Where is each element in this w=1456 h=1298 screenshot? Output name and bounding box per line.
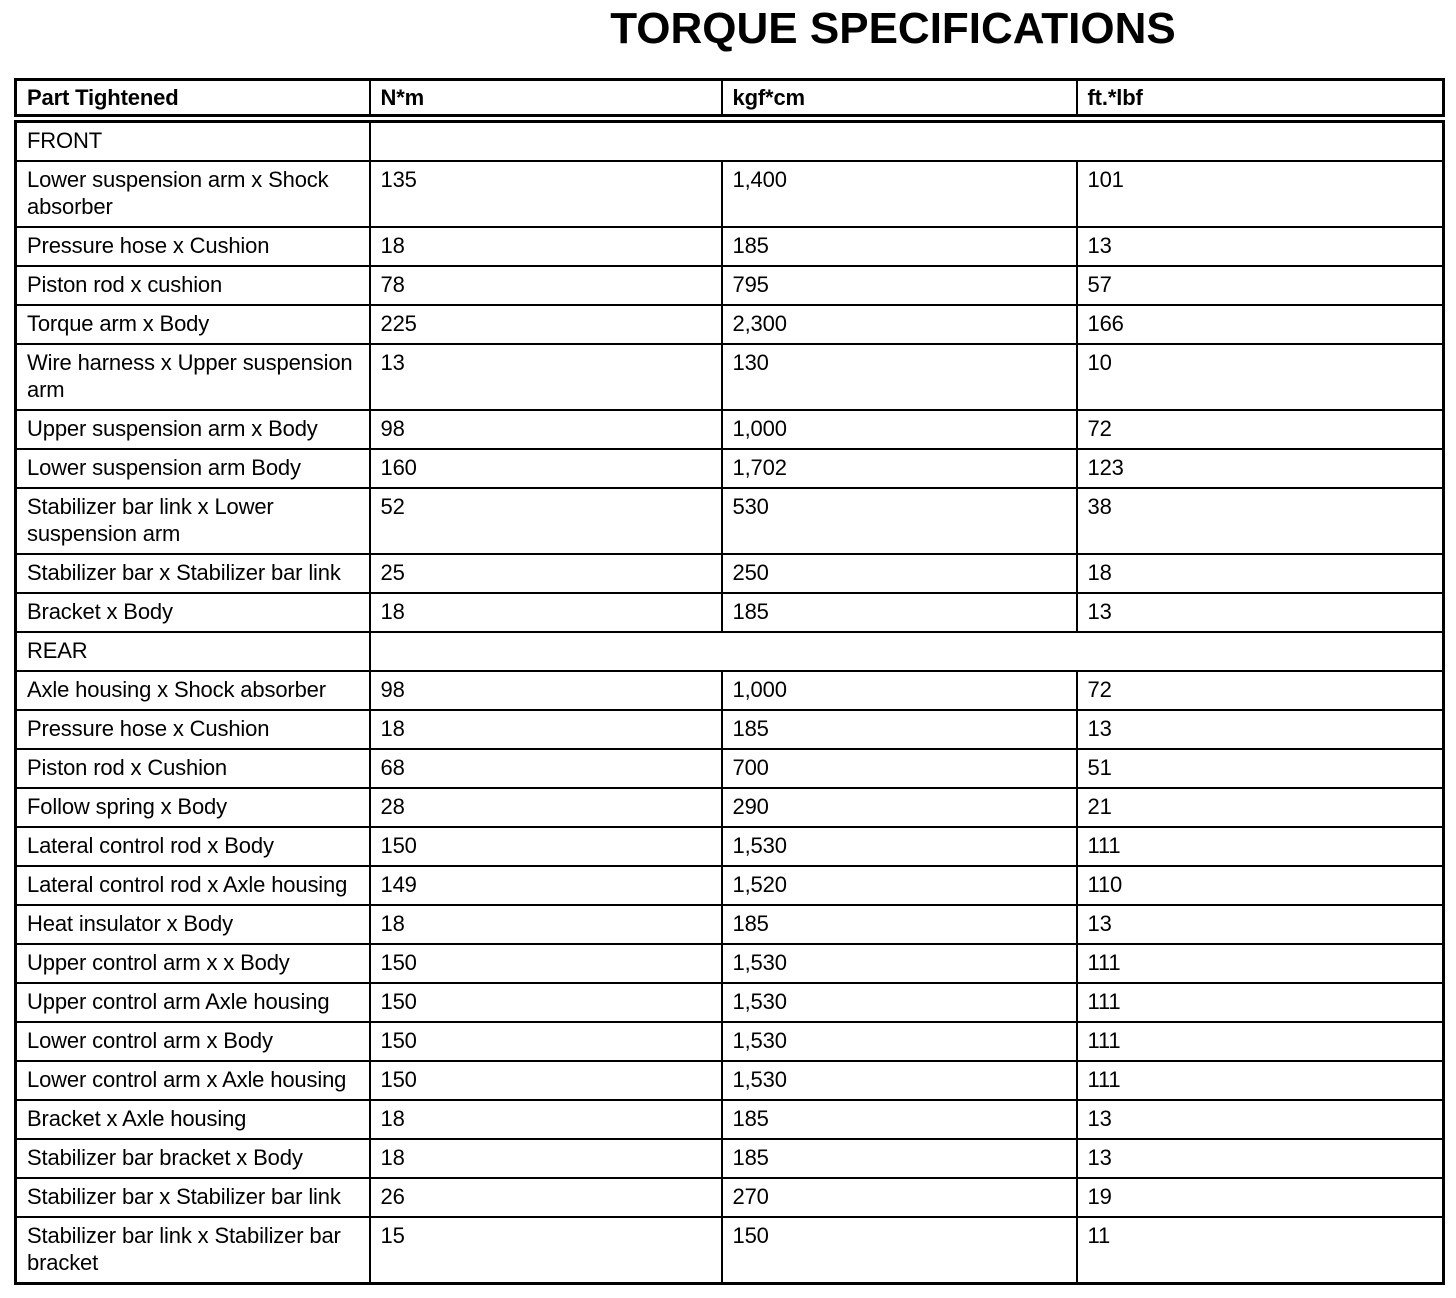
nm-cell: 18 bbox=[370, 710, 722, 749]
kgfcm-cell: 795 bbox=[722, 266, 1077, 305]
column-header-n-m: N*m bbox=[370, 80, 722, 119]
table-row bbox=[16, 1178, 1444, 1217]
table-row bbox=[16, 983, 1444, 1022]
part-cell: Lateral control rod x Body bbox=[16, 827, 370, 866]
section-row-front bbox=[16, 119, 1444, 162]
ftlbf-cell: 72 bbox=[1077, 410, 1444, 449]
ftlbf-cell: 51 bbox=[1077, 749, 1444, 788]
kgfcm-cell: 1,530 bbox=[722, 983, 1077, 1022]
page-title: TORQUE SPECIFICATIONS bbox=[610, 4, 1176, 53]
ftlbf-cell: 13 bbox=[1077, 593, 1444, 632]
table-row bbox=[16, 1100, 1444, 1139]
ftlbf-cell: 111 bbox=[1077, 944, 1444, 983]
ftlbf-cell: 18 bbox=[1077, 554, 1444, 593]
table-row bbox=[16, 344, 1444, 410]
part-cell: Stabilizer bar bracket x Body bbox=[16, 1139, 370, 1178]
kgfcm-cell: 1,520 bbox=[722, 866, 1077, 905]
kgfcm-cell: 2,300 bbox=[722, 305, 1077, 344]
nm-cell: 225 bbox=[370, 305, 722, 344]
table-row bbox=[16, 554, 1444, 593]
part-cell: Piston rod x cushion bbox=[16, 266, 370, 305]
nm-cell: 18 bbox=[370, 593, 722, 632]
part-cell: Piston rod x Cushion bbox=[16, 749, 370, 788]
kgfcm-cell: 1,530 bbox=[722, 827, 1077, 866]
section-spacer-cell bbox=[370, 119, 1444, 162]
ftlbf-cell: 13 bbox=[1077, 227, 1444, 266]
table-row bbox=[16, 449, 1444, 488]
part-cell: Heat insulator x Body bbox=[16, 905, 370, 944]
ftlbf-cell: 13 bbox=[1077, 710, 1444, 749]
ftlbf-cell: 101 bbox=[1077, 161, 1444, 227]
table-body bbox=[16, 119, 1444, 1284]
ftlbf-cell: 111 bbox=[1077, 983, 1444, 1022]
part-cell: Lower suspension arm x Shock absorber bbox=[16, 161, 370, 227]
kgfcm-cell: 1,000 bbox=[722, 410, 1077, 449]
nm-cell: 149 bbox=[370, 866, 722, 905]
section-spacer-cell bbox=[370, 632, 1444, 671]
nm-cell: 13 bbox=[370, 344, 722, 410]
nm-cell: 150 bbox=[370, 1022, 722, 1061]
nm-cell: 150 bbox=[370, 944, 722, 983]
table-row bbox=[16, 671, 1444, 710]
kgfcm-cell: 185 bbox=[722, 1100, 1077, 1139]
table-row bbox=[16, 227, 1444, 266]
table-row bbox=[16, 905, 1444, 944]
column-header-kgf-cm: kgf*cm bbox=[722, 80, 1077, 119]
nm-cell: 135 bbox=[370, 161, 722, 227]
ftlbf-cell: 21 bbox=[1077, 788, 1444, 827]
part-cell: Bracket x Axle housing bbox=[16, 1100, 370, 1139]
table-row bbox=[16, 593, 1444, 632]
table-row bbox=[16, 1217, 1444, 1284]
ftlbf-cell: 13 bbox=[1077, 905, 1444, 944]
nm-cell: 18 bbox=[370, 227, 722, 266]
table-row bbox=[16, 710, 1444, 749]
table-row bbox=[16, 410, 1444, 449]
ftlbf-cell: 19 bbox=[1077, 1178, 1444, 1217]
nm-cell: 68 bbox=[370, 749, 722, 788]
table-row bbox=[16, 266, 1444, 305]
table-row bbox=[16, 944, 1444, 983]
kgfcm-cell: 1,000 bbox=[722, 671, 1077, 710]
table-row bbox=[16, 1022, 1444, 1061]
kgfcm-cell: 530 bbox=[722, 488, 1077, 554]
table-row bbox=[16, 749, 1444, 788]
ftlbf-cell: 10 bbox=[1077, 344, 1444, 410]
kgfcm-cell: 700 bbox=[722, 749, 1077, 788]
kgfcm-cell: 1,530 bbox=[722, 944, 1077, 983]
section-row-rear bbox=[16, 632, 1444, 671]
nm-cell: 78 bbox=[370, 266, 722, 305]
ftlbf-cell: 11 bbox=[1077, 1217, 1444, 1284]
nm-cell: 25 bbox=[370, 554, 722, 593]
kgfcm-cell: 185 bbox=[722, 227, 1077, 266]
part-cell: Torque arm x Body bbox=[16, 305, 370, 344]
table-row bbox=[16, 1139, 1444, 1178]
nm-cell: 18 bbox=[370, 1100, 722, 1139]
part-cell: Stabilizer bar x Stabilizer bar link bbox=[16, 554, 370, 593]
part-cell: Wire harness x Upper suspension arm bbox=[16, 344, 370, 410]
nm-cell: 160 bbox=[370, 449, 722, 488]
table-row bbox=[16, 161, 1444, 227]
torque-spec-table bbox=[14, 78, 1445, 1285]
part-cell: Stabilizer bar link x Lower suspension arm bbox=[16, 488, 370, 554]
kgfcm-cell: 270 bbox=[722, 1178, 1077, 1217]
kgfcm-cell: 1,530 bbox=[722, 1022, 1077, 1061]
ftlbf-cell: 123 bbox=[1077, 449, 1444, 488]
table-row bbox=[16, 827, 1444, 866]
table-row bbox=[16, 305, 1444, 344]
ftlbf-cell: 13 bbox=[1077, 1100, 1444, 1139]
ftlbf-cell: 38 bbox=[1077, 488, 1444, 554]
kgfcm-cell: 1,530 bbox=[722, 1061, 1077, 1100]
table-row bbox=[16, 788, 1444, 827]
ftlbf-cell: 111 bbox=[1077, 1061, 1444, 1100]
ftlbf-cell: 13 bbox=[1077, 1139, 1444, 1178]
part-cell: Pressure hose x Cushion bbox=[16, 710, 370, 749]
kgfcm-cell: 185 bbox=[722, 905, 1077, 944]
nm-cell: 28 bbox=[370, 788, 722, 827]
part-cell: Upper control arm Axle housing bbox=[16, 983, 370, 1022]
nm-cell: 18 bbox=[370, 1139, 722, 1178]
nm-cell: 150 bbox=[370, 1061, 722, 1100]
section-label: REAR bbox=[16, 632, 370, 671]
kgfcm-cell: 1,702 bbox=[722, 449, 1077, 488]
nm-cell: 15 bbox=[370, 1217, 722, 1284]
part-cell: Follow spring x Body bbox=[16, 788, 370, 827]
table-row bbox=[16, 1061, 1444, 1100]
part-cell: Pressure hose x Cushion bbox=[16, 227, 370, 266]
kgfcm-cell: 130 bbox=[722, 344, 1077, 410]
part-cell: Upper control arm x x Body bbox=[16, 944, 370, 983]
nm-cell: 98 bbox=[370, 410, 722, 449]
nm-cell: 26 bbox=[370, 1178, 722, 1217]
part-cell: Stabilizer bar x Stabilizer bar link bbox=[16, 1178, 370, 1217]
part-cell: Lateral control rod x Axle housing bbox=[16, 866, 370, 905]
ftlbf-cell: 166 bbox=[1077, 305, 1444, 344]
part-cell: Axle housing x Shock absorber bbox=[16, 671, 370, 710]
ftlbf-cell: 72 bbox=[1077, 671, 1444, 710]
header-row bbox=[16, 80, 1444, 119]
ftlbf-cell: 57 bbox=[1077, 266, 1444, 305]
part-cell: Stabilizer bar link x Stabilizer bar bracket bbox=[16, 1217, 370, 1284]
ftlbf-cell: 111 bbox=[1077, 1022, 1444, 1061]
part-cell: Bracket x Body bbox=[16, 593, 370, 632]
part-cell: Lower suspension arm Body bbox=[16, 449, 370, 488]
kgfcm-cell: 1,400 bbox=[722, 161, 1077, 227]
nm-cell: 98 bbox=[370, 671, 722, 710]
nm-cell: 150 bbox=[370, 827, 722, 866]
nm-cell: 18 bbox=[370, 905, 722, 944]
kgfcm-cell: 290 bbox=[722, 788, 1077, 827]
nm-cell: 150 bbox=[370, 983, 722, 1022]
nm-cell: 52 bbox=[370, 488, 722, 554]
part-cell: Lower control arm x Body bbox=[16, 1022, 370, 1061]
table-row bbox=[16, 488, 1444, 554]
kgfcm-cell: 250 bbox=[722, 554, 1077, 593]
column-header-part-tightened: Part Tightened bbox=[16, 80, 370, 119]
ftlbf-cell: 111 bbox=[1077, 827, 1444, 866]
part-cell: Upper suspension arm x Body bbox=[16, 410, 370, 449]
column-header-ft-lbf: ft.*lbf bbox=[1077, 80, 1444, 119]
section-label: FRONT bbox=[16, 119, 370, 162]
part-cell: Lower control arm x Axle housing bbox=[16, 1061, 370, 1100]
ftlbf-cell: 110 bbox=[1077, 866, 1444, 905]
kgfcm-cell: 185 bbox=[722, 710, 1077, 749]
kgfcm-cell: 150 bbox=[722, 1217, 1077, 1284]
kgfcm-cell: 185 bbox=[722, 1139, 1077, 1178]
table-row bbox=[16, 866, 1444, 905]
kgfcm-cell: 185 bbox=[722, 593, 1077, 632]
